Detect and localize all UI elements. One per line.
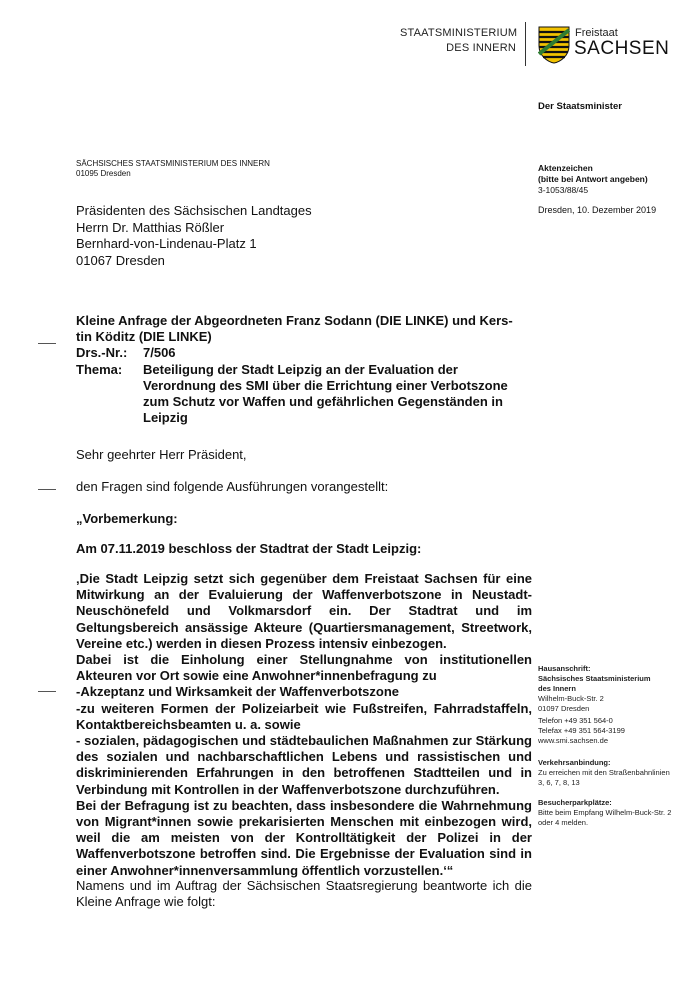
sender-address: [76, 159, 270, 179]
parking-text: Bitte beim Empfang Wilhelm-Buck-Str. 2 oder 4 melden.: [538, 808, 672, 827]
recipient-line-4: 01067 Dresden: [76, 252, 165, 268]
stadtrat-statement: Am 07.11.2019 beschloss der Stadtrat der Stadt Leipzig:: [76, 541, 422, 556]
ministry-line-1: STAATSMINISTERIUM: [400, 27, 518, 39]
address-line-3: Wilhelm-Buck-Str. 2: [538, 694, 604, 703]
quote-paragraph-5: - sozialen, pädagogischen und städtebaulichen Maßnahmen zur Stärkung des sozialen und nachbarschaftlichen Lebens und rassistischen und diskriminierenden Erfahrungen in den betroffenen Stadtteilen und in Verbindung mit Kontrollen in der Waffenverbotszone durchzuführen.: [76, 733, 532, 797]
recipient-line-2: Herrn Dr. Matthias Rößler: [76, 219, 225, 235]
recipient-line-1: Präsidenten des Sächsischen Landtages: [76, 203, 312, 218]
drs-value: 7/506: [143, 345, 176, 361]
quote-paragraph-6: Bei der Befragung ist zu beachten, dass insbesondere die Wahrnehmung von Migrant*innen sowie prekarisierten Menschen mit einbezogen wird, weil die am meisten von der Kontrolltätigkeit der Polizei in der Waffenverbotszone betroffen sind. Die Ergebnisse der Evaluation sind in einer Anwohner*innenversammlung öffentlich vorzustellen.‘“: [76, 797, 532, 878]
reference-block: [538, 163, 648, 196]
thema-label: Thema:: [76, 361, 123, 377]
address-line-1: Sächsisches Staatsministerium: [538, 674, 651, 683]
sender-line-1: SÄCHSISCHES STAATSMINISTERIUM DES INNERN: [76, 159, 270, 168]
sender-line-2: 01095 Dresden: [76, 169, 131, 178]
website-link[interactable]: www.smi.sachsen.de: [538, 736, 609, 745]
logo-sachsen: SACHSEN: [574, 38, 670, 59]
address-line-4: 01097 Dresden: [538, 704, 590, 713]
fold-mark-middle: [38, 489, 56, 490]
letter-date: Dresden, 10. Dezember 2019: [538, 205, 657, 215]
parking-label: Besucherparkplätze:: [538, 798, 612, 807]
header-divider: [525, 22, 526, 66]
subject-block: [76, 313, 532, 426]
quote-paragraph-2: Dabei ist die Einholung einer Stellungnahme von institutionellen Akteuren vor Ort sowie eine Anwohner*innenbefragung zu: [76, 652, 532, 684]
quote-paragraph-1: ‚Die Stadt Leipzig setzt sich gegenüber dem Freistaat Sachsen für eine Mitwirkung an der Evaluierung der Waffenverbotszone in Neustadt-Neuschönefeld und Volkmarsdorf ein. Der Stadtrat und im Geltungsbereich ansässige Akteure (Quartiersmanagement, Streetwork, Vereine etc.) werden in diesen Prozess intensiv einbezogen.: [76, 571, 532, 651]
vorbemerkung-heading: „Vorbemerkung:: [76, 511, 178, 526]
contact-block: [538, 716, 678, 746]
fax-number: Telefax +49 351 564-3199: [538, 726, 625, 735]
recipient-address: [76, 203, 312, 269]
salutation: Sehr geehrter Herr Präsident,: [76, 447, 247, 462]
transit-text: Zu erreichen mit den Straßenbahnlinien 3, 6, 7, 8, 13: [538, 768, 670, 787]
closing-text: Namens und im Auftrag der Sächsischen Staatsregierung beantworte ich die Kleine Anfrage wie folgt:: [76, 878, 532, 910]
reference-label: Aktenzeichen: [538, 163, 593, 173]
address-label: Hausanschrift:: [538, 664, 591, 673]
address-line-2: des Innern: [538, 684, 576, 693]
phone-number: Telefon +49 351 564-0: [538, 716, 613, 725]
fold-mark-punch: [38, 691, 56, 692]
quote-paragraph-4: -zu weiteren Formen der Polizeiarbeit wie Fußstreifen, Fahrradstaffeln, Kontaktbereichsbeamten u. a. sowie: [76, 700, 532, 732]
ministry-line-2: DES INNERN: [446, 42, 516, 54]
address-block: [538, 664, 678, 714]
thema-value: Beteiligung der Stadt Leipzig an der Evaluation der Verordnung des SMI über die Errichtung einer Verbotszone zum Schutz vor Waffen und gefährlichen Gegenständen in Leipzig: [143, 361, 508, 426]
drs-row: [76, 345, 532, 361]
thema-row: [76, 362, 532, 427]
ministry-name: [400, 26, 516, 56]
staatsminister-label: Der Staatsminister: [538, 101, 622, 112]
intro-text: den Fragen sind folgende Ausführungen vorangestellt:: [76, 479, 389, 494]
subject-title-line-2: tin Köditz (DIE LINKE): [76, 329, 212, 345]
recipient-line-3: Bernhard-von-Lindenau-Platz 1: [76, 236, 257, 251]
drs-label: Drs.-Nr.:: [76, 345, 128, 361]
transit-block: [538, 758, 678, 788]
transit-label: Verkehrsanbindung:: [538, 758, 611, 767]
reference-number: 3-1053/88/45: [538, 185, 589, 195]
fold-mark-top: [38, 343, 56, 344]
parking-block: [538, 798, 678, 828]
reference-note: (bitte bei Antwort angeben): [538, 174, 648, 184]
quote-block: [76, 571, 532, 879]
subject-title-line-1: Kleine Anfrage der Abgeordneten Franz Sodann (DIE LINKE) und Kers-: [76, 313, 513, 328]
saxony-crest-icon: [538, 26, 570, 64]
logo-freistaat: Freistaat: [575, 27, 618, 39]
quote-paragraph-3: -Akzeptanz und Wirksamkeit der Waffenverbotszone: [76, 684, 400, 700]
